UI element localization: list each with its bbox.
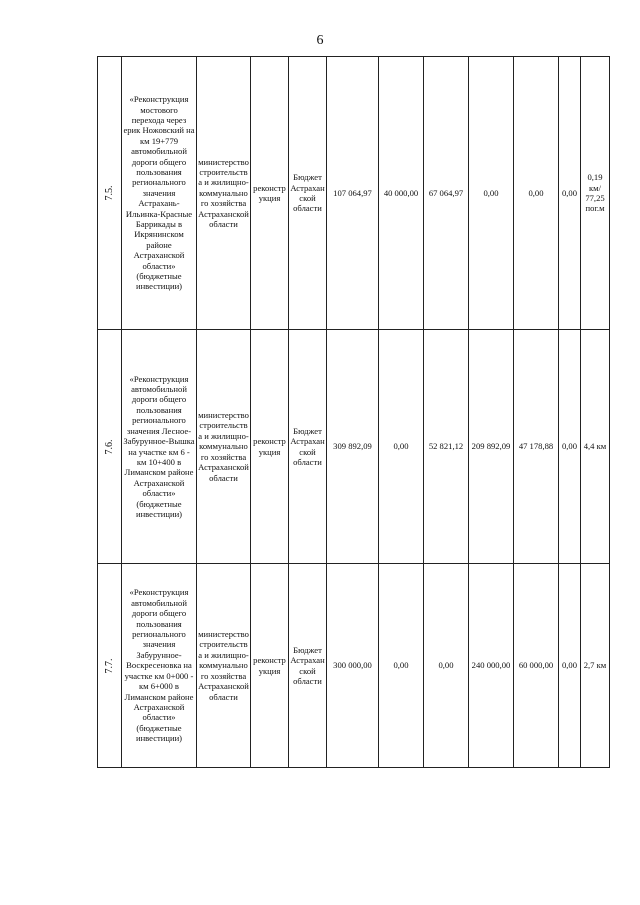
funding-source-cell: Бюджет Астраханской области [289,57,327,330]
row-number: 7.7. [103,658,115,673]
year-1-amount-cell: 0,00 [379,564,424,768]
year-5-amount-cell: 0,00 [559,564,581,768]
work-type-cell: реконструкция [251,564,289,768]
object-name-cell: «Реконструкция автомобильной дороги общего пользования регионального значения Лесное-Забурунное-Вышка на участке км 6 - км 10+400 в Лиманском районе Астраханской области» (бюджетные инвестиции) [122,330,197,564]
year-3-amount-cell: 209 892,09 [469,330,514,564]
total-amount-cell: 309 892,09 [327,330,379,564]
measure-cell: 4,4 км [581,330,610,564]
work-type-cell: реконструкция [251,57,289,330]
year-4-amount-cell: 60 000,00 [514,564,559,768]
row-number-cell [98,330,122,564]
year-3-amount-cell: 0,00 [469,57,514,330]
work-type-cell: реконструкция [251,330,289,564]
row-number: 7.5. [103,185,115,201]
executor-cell: министерство строительства и жилищно-коммунального хозяйства Астраханской области [197,57,251,330]
row-number-cell [98,564,122,768]
year-1-amount-cell: 0,00 [379,330,424,564]
measure-cell: 2,7 км [581,564,610,768]
year-2-amount-cell: 52 821,12 [424,330,469,564]
row-number: 7.6. [103,439,115,454]
investment-table [97,56,610,768]
executor-cell: министерство строительства и жилищно-коммунального хозяйства Астраханской области [197,564,251,768]
year-2-amount-cell: 0,00 [424,564,469,768]
table-row [98,564,610,768]
object-name-cell: «Реконструкция мостового перехода через ерик Ножовский на км 19+779 автомобильной дороги общего пользования регионального значения Астрахань-Ильинка-Красные Баррикады в Икрянинском районе Астраханской области» (бюджетные инвестиции) [122,57,197,330]
year-5-amount-cell: 0,00 [559,330,581,564]
page-number: 6 [316,33,324,48]
year-1-amount-cell: 40 000,00 [379,57,424,330]
year-2-amount-cell: 67 064,97 [424,57,469,330]
executor-cell: министерство строительства и жилищно-коммунального хозяйства Астраханской области [197,330,251,564]
object-name-cell: «Реконструкция автомобильной дороги общего пользования регионального значения Забурунное-Воскресеновка на участке км 0+000 - км 6+000 в Лиманском районе Астраханской области» (бюджетные инвестиции) [122,564,197,768]
measure-cell: 0,19 км/ 77,25 пог.м [581,57,610,330]
funding-source-cell: Бюджет Астраханской области [289,564,327,768]
row-number-cell [98,57,122,330]
funding-source-cell: Бюджет Астраханской области [289,330,327,564]
year-3-amount-cell: 240 000,00 [469,564,514,768]
year-5-amount-cell: 0,00 [559,57,581,330]
year-4-amount-cell: 0,00 [514,57,559,330]
table-row [98,330,610,564]
year-4-amount-cell: 47 178,88 [514,330,559,564]
total-amount-cell: 300 000,00 [327,564,379,768]
total-amount-cell: 107 064,97 [327,57,379,330]
table-row [98,57,610,330]
